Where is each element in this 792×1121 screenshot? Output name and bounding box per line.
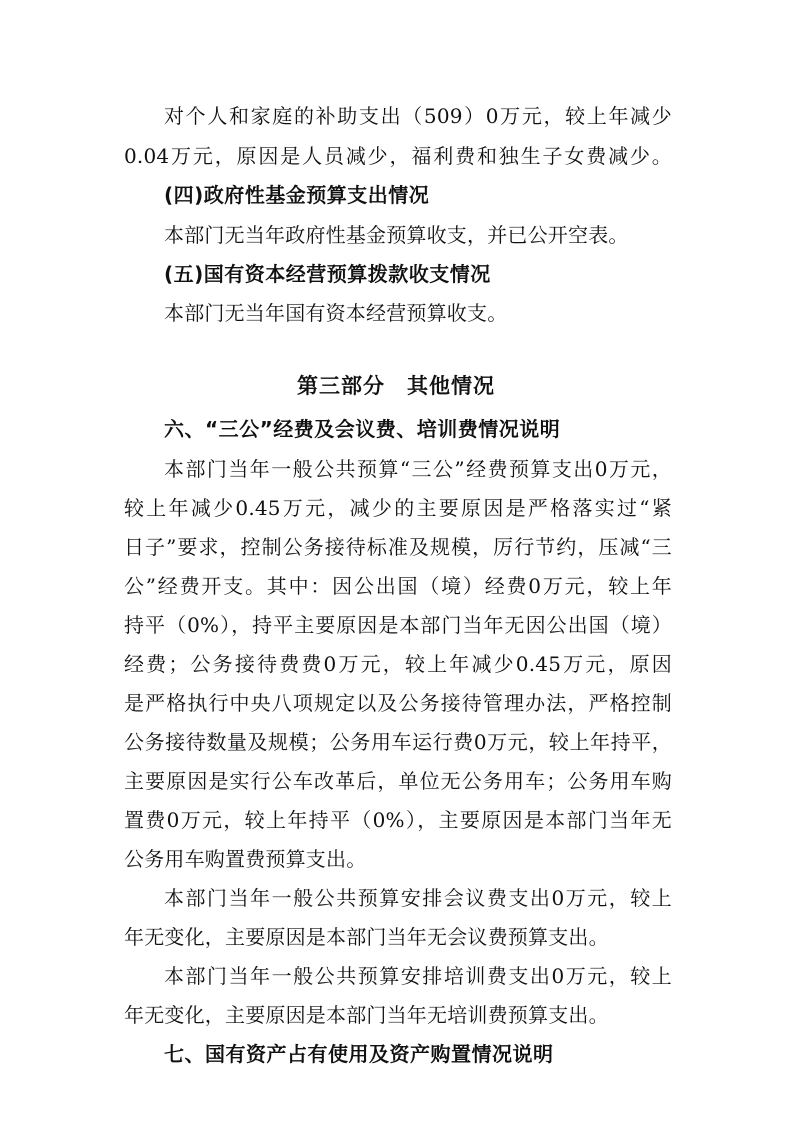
paragraph-line: 本部门无当年政府性基金预算收支，并已公开空表。 (164, 223, 629, 247)
part-three-title: 第三部分 其他情况 (297, 374, 495, 398)
paragraph-line: 本部门当年一般公共预算“三公”经费预算支出0万元， (164, 457, 672, 481)
paragraph-line: 置费0万元，较上年持平（0%），主要原因是本部门当年无 (124, 808, 672, 832)
paragraph-line: 本部门当年一般公共预算安排会议费支出0万元，较上 (164, 886, 672, 910)
paragraph-line: 对个人和家庭的补助支出（509）0万元，较上年减少 (164, 104, 672, 128)
section-heading-seven: 七、国有资产占有使用及资产购置情况说明 (164, 1042, 554, 1066)
paragraph-line: 经费；公务接待费费0万元，较上年减少0.45万元，原因 (124, 652, 672, 676)
paragraph-line: 本部门当年一般公共预算安排培训费支出0万元，较上 (164, 964, 672, 988)
paragraph-line: 年无变化，主要原因是本部门当年无会议费预算支出。 (124, 925, 609, 949)
paragraph-line: 主要原因是实行公车改革后，单位无公务用车；公务用车购 (124, 769, 672, 793)
paragraph-line: 持平（0%），持平主要原因是本部门当年无因公出国（境） (124, 613, 672, 637)
paragraph-line: 公务用车购置费预算支出。 (124, 847, 367, 871)
paragraph-line: 是严格执行中央八项规定以及公务接待管理办法，严格控制 (124, 691, 672, 715)
paragraph-line: 较上年减少0.45万元，减少的主要原因是严格落实过“紧 (124, 496, 672, 520)
paragraph-line: 日子”要求，控制公务接待标准及规模，厉行节约，压减“三 (124, 535, 672, 559)
section-heading-four: (四)政府性基金预算支出情况 (164, 183, 430, 207)
paragraph-line: 0.04万元，原因是人员减少，福利费和独生子女费减少。 (124, 144, 672, 168)
paragraph-line: 年无变化，主要原因是本部门当年无培训费预算支出。 (124, 1003, 609, 1027)
section-heading-five: (五)国有资本经营预算拨款收支情况 (164, 262, 491, 286)
section-heading-six: 六、“三公”经费及会议费、培训费情况说明 (164, 417, 561, 441)
paragraph-line: 本部门无当年国有资本经营预算收支。 (164, 301, 508, 325)
paragraph-line: 公务接待数量及规模；公务用车运行费0万元，较上年持平， (124, 730, 672, 754)
paragraph-line: 公”经费开支。其中：因公出国（境）经费0万元，较上年 (124, 574, 672, 598)
